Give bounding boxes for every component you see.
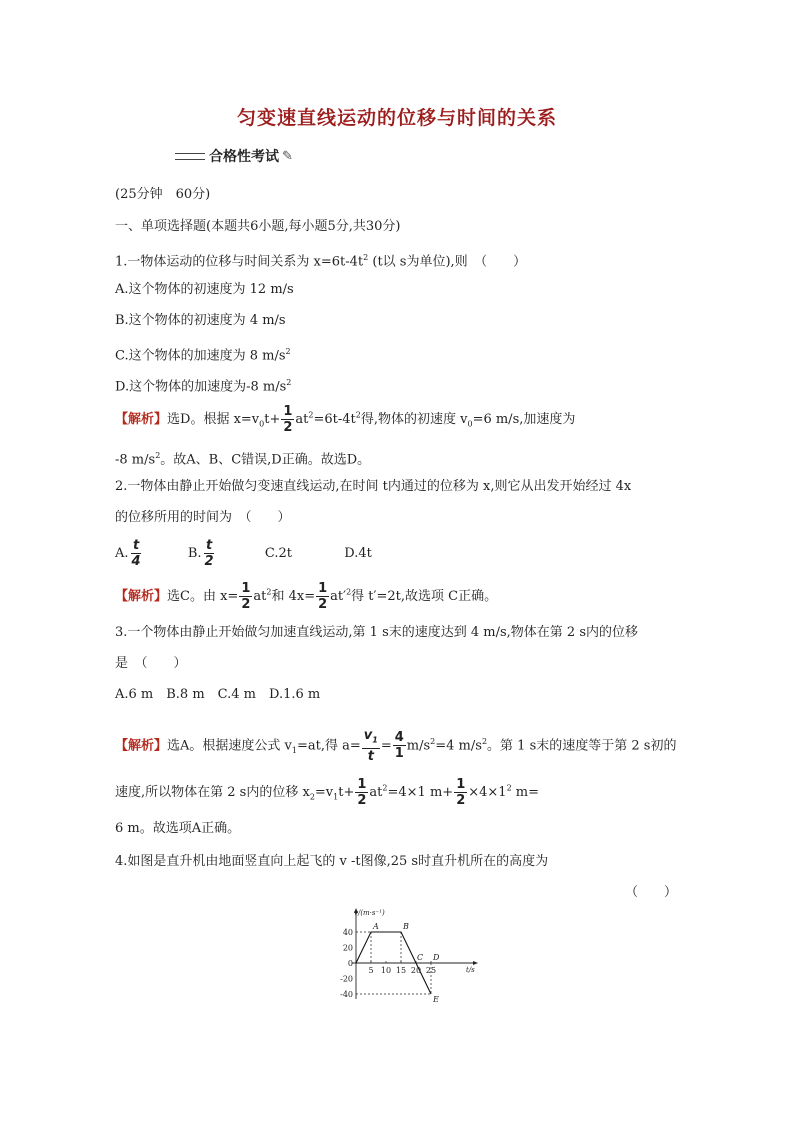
q3-options: A.6 m B.8 m C.4 m D.1.6 m	[115, 687, 321, 702]
section-label: 合格性考试	[209, 149, 279, 165]
q2-answer: 【解析】选C。由 x= $\frac{1}{2}$ $at^2$和 4x= $\frac{1}{2}$ $at'^2$得 t′=2t,故选项 C正确。	[115, 581, 498, 612]
y-tick-label: 0	[347, 959, 353, 968]
q3-stem-2: 是 （ ）	[115, 656, 187, 671]
q2-stem-2: 的位移所用的时间为 （ ）	[115, 510, 291, 525]
q1-answer-cont: -8 $m/s^2$。故A、B、C错误,D正确。故选D。	[115, 451, 371, 468]
pencil-icon: ✎	[282, 148, 293, 164]
fraction-half: $\frac{1}{2}$	[318, 581, 328, 612]
q3-answer-cont: 速度,所以物体在第 2 s内的位移 $x_2=v_1t+$ $\frac{1}{2}$ $at^2=4\times 1$ m+ $\frac{1}{2}$ $\times 4\times 1^2$ m=	[115, 777, 540, 808]
fraction-half: $\frac{1}{2}$	[456, 777, 466, 808]
y-tick-label: -40	[340, 990, 353, 999]
q2-options: A. $\frac{t}{4}$ B. $\frac{t}{2}$ C.2t D.4t	[115, 538, 372, 569]
fraction-half: $\frac{1}{2}$	[357, 777, 367, 808]
q1-option-a: A.这个物体的初速度为 12 m/s	[115, 282, 294, 297]
x-tick-label: 5	[368, 966, 374, 975]
q1-option-d: D.这个物体的加速度为-8 $m/s^2$	[115, 378, 292, 395]
point-label-E: E	[433, 995, 439, 1004]
vt-graph	[322, 905, 482, 1005]
x-axis-arrow	[473, 961, 478, 965]
fraction-half: $\frac{1}{2}$	[283, 404, 293, 435]
x-axis-label: t/s	[466, 966, 475, 974]
q2-stem-1: 2.一物体由静止开始做匀变速直线运动,在时间 t内通过的位移为 x,则它从出发开始经过 4x	[115, 479, 632, 494]
y-tick-label: 40	[342, 928, 353, 937]
double-line-icon	[175, 153, 205, 160]
fraction-t-2: $\frac{t}{2}$	[204, 538, 214, 569]
q1-stem: 1.一物体运动的位移与时间关系为 $x=6t-4t^2$ (t以 s为单位),则 （ ）	[115, 253, 527, 270]
q4-stem: 4.如图是直升机由地面竖直向上起飞的 v -t图像,25 s时直升机所在的高度为	[115, 854, 549, 869]
page-title: 匀变速直线运动的位移与时间的关系	[236, 107, 557, 129]
q3-stem-1: 3.一个物体由静止开始做匀加速直线运动,第 1 s末的速度达到 4 m/s,物体在第 2 s内的位移	[115, 625, 638, 640]
x-tick-label: 15	[395, 966, 407, 975]
x-tick-label: 10	[380, 966, 392, 975]
point-label-D: D	[433, 953, 440, 962]
q1-option-c: C.这个物体的加速度为 8 $m/s^2$	[115, 347, 291, 364]
y-tick-label: 20	[342, 943, 353, 953]
q1-answer: 【解析】选D。根据 $x=v_0t+$ $\frac{1}{2}$ $at^2=6t-4t^2$得,物体的初速度 $v_0=6$ m/s,加速度为	[115, 404, 576, 435]
fraction-half: $\frac{1}{2}$	[241, 581, 251, 612]
fraction-v1-t: $\frac{v_1}{t}$	[363, 728, 378, 764]
q1-option-b: B.这个物体的初速度为 4 m/s	[115, 313, 286, 328]
q3-answer: 【解析】选A。根据速度公式 $v_1=at$,得 a= $\frac{v_1}{t}$ = $\frac{4}{1}$ $m/s^2=4$ $m/s^2$。第 1 s末的速度等于第 2 s初的	[115, 728, 677, 764]
point-label-C: C	[417, 953, 424, 962]
point-label-A: A	[373, 922, 379, 931]
y-tick-label: -20	[340, 974, 353, 984]
x-tick-label: 25	[425, 966, 437, 975]
part-heading: 一、单项选择题(本题共6小题,每小题5分,共30分)	[115, 219, 401, 234]
q4-bracket: （ ）	[624, 885, 677, 900]
fraction-4-1: $\frac{4}{1}$	[394, 730, 404, 762]
point-label-B: B	[403, 922, 409, 931]
exam-meta: (25分钟 60分)	[115, 187, 211, 202]
section-heading	[175, 146, 293, 166]
x-tick-label: 20	[410, 966, 422, 975]
fraction-t-4: $\frac{t}{4}$	[131, 538, 141, 569]
q3-answer-end: 6 m。故选项A正确。	[115, 821, 241, 836]
y-axis-label: v/(m·s⁻¹)	[354, 909, 385, 917]
